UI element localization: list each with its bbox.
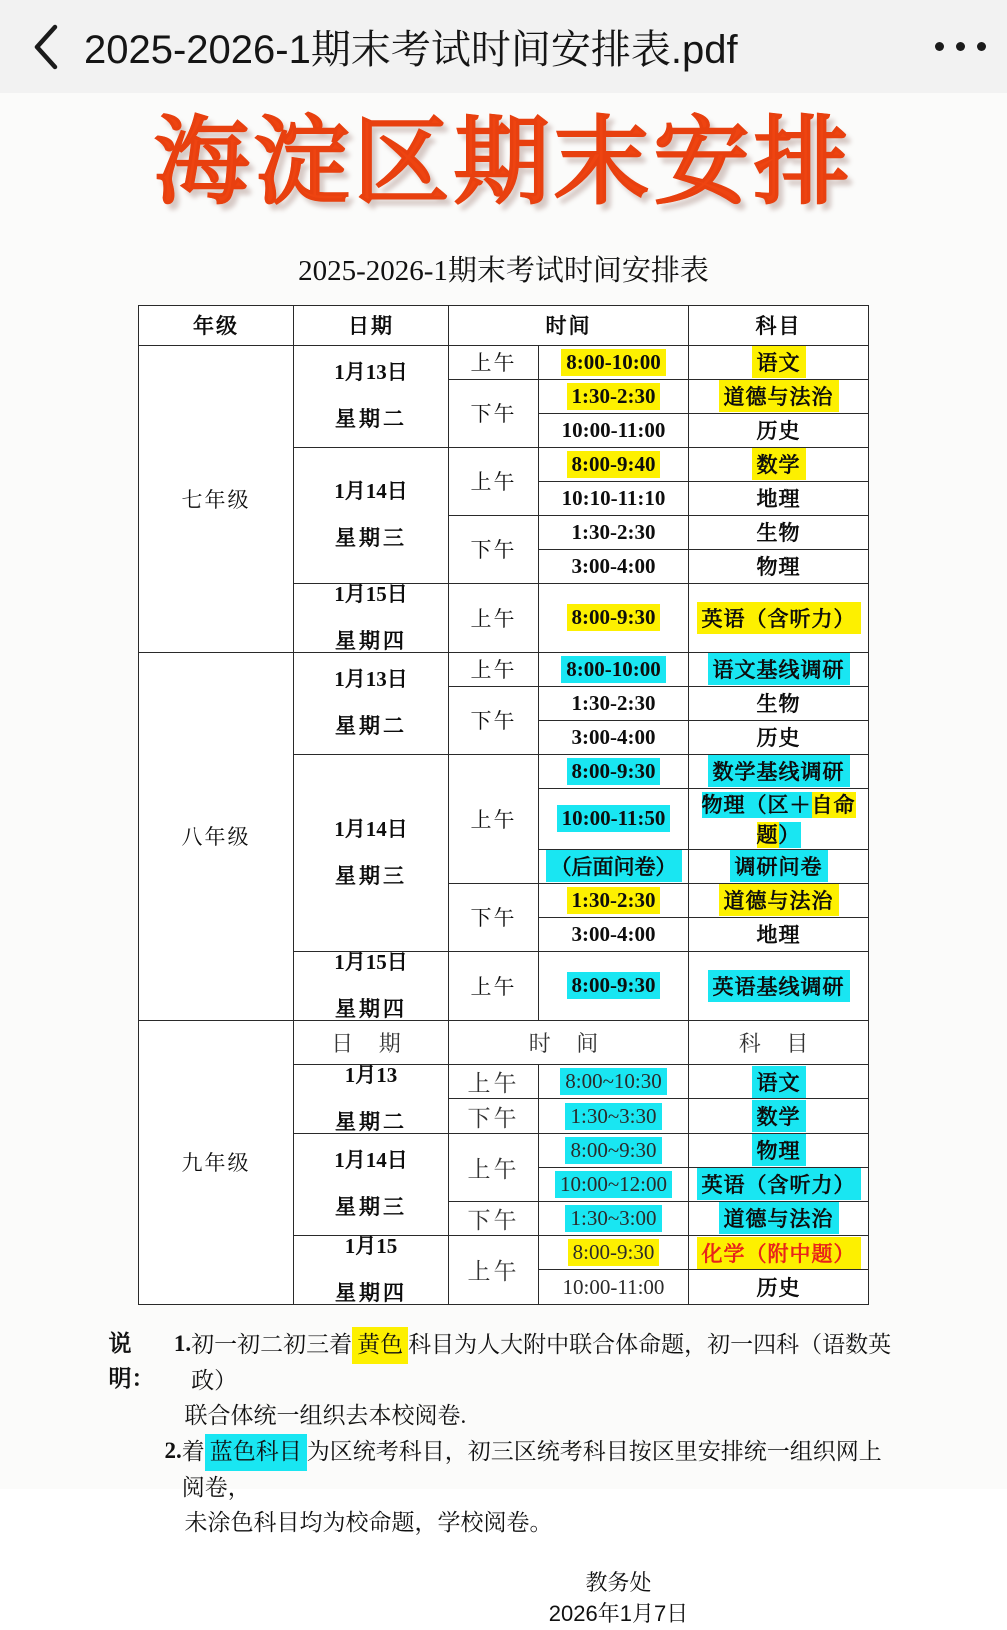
subject-value: 英语基线调研	[708, 970, 850, 1002]
note-2-text	[182, 1434, 899, 1506]
time-cell	[539, 549, 689, 583]
date-weekday: 星期四	[335, 996, 407, 1021]
grade9-subheader-time: 时 间	[449, 1020, 689, 1064]
date-cell	[294, 1133, 449, 1235]
subject-value: 数学基线调研	[708, 755, 850, 787]
subject-value: 语文	[752, 1066, 806, 1098]
subject-cell	[689, 849, 869, 883]
time-cell	[539, 447, 689, 481]
time-value: 8:00~9:30	[565, 1137, 661, 1164]
subject-cell	[689, 481, 869, 515]
subject-value: 数学	[752, 1100, 806, 1132]
time-cell	[539, 652, 689, 686]
time-value: 1:30-2:30	[567, 887, 661, 914]
time-value: 10:00-11:00	[562, 1274, 665, 1299]
subject-cell	[689, 379, 869, 413]
note-1-text	[191, 1327, 898, 1399]
note-1-part-b: 科目为人大附中联合体命题，初一四科（语数英政）	[191, 1331, 892, 1393]
notes-block	[109, 1327, 899, 1541]
time-value: 10:00-11:50	[557, 805, 671, 832]
time-value: 3:00-4:00	[571, 921, 656, 946]
date-cell	[294, 754, 449, 951]
subject-value: 调研问卷	[730, 850, 828, 882]
subject-cell	[689, 788, 869, 849]
date-weekday: 星期二	[335, 407, 407, 432]
header-time: 时间	[449, 305, 689, 345]
time-value: 10:00~12:00	[555, 1171, 672, 1198]
grade-cell: 七年级	[139, 345, 294, 652]
time-cell	[539, 1167, 689, 1201]
note-2-line-2: 未涂色科目均为校命题，学校阅卷。	[184, 1509, 553, 1535]
time-cell	[539, 583, 689, 652]
date-weekday: 星期二	[335, 1109, 407, 1134]
subject-cell	[689, 883, 869, 917]
date-day: 1月14日	[334, 1148, 408, 1173]
table-header-row	[139, 305, 869, 345]
header-subject: 科目	[689, 305, 869, 345]
date-weekday: 星期四	[335, 1280, 407, 1305]
subject-cell	[689, 345, 869, 379]
time-value: 8:00-9:30	[568, 1239, 660, 1266]
period-cell: 下午	[449, 883, 539, 951]
subject-cell	[689, 1064, 869, 1099]
document-banner-title: 海淀区期末安排	[153, 109, 854, 216]
time-cell	[539, 1270, 689, 1305]
subject-cell	[689, 413, 869, 447]
time-value: 1:30~3:00	[565, 1205, 661, 1232]
time-cell	[539, 413, 689, 447]
period-cell: 上午	[449, 951, 539, 1020]
exam-schedule-table	[138, 305, 869, 1305]
more-options-button[interactable]	[921, 17, 1007, 77]
subject-value: 化学（附中题）	[697, 1237, 861, 1269]
subject-value: 历史	[756, 726, 801, 751]
signature-date: 2026年1月7日	[548, 1601, 689, 1627]
note-item-1	[109, 1327, 899, 1399]
date-weekday: 星期二	[335, 714, 407, 739]
signature-department: 教务处	[585, 1569, 652, 1595]
time-value: 1:30-2:30	[567, 383, 661, 410]
grade-cell: 九年级	[139, 1020, 294, 1304]
table-row	[139, 652, 869, 686]
date-cell	[294, 583, 449, 652]
note-2-part-a: 着	[181, 1438, 205, 1464]
date-day: 1月15	[344, 1233, 398, 1258]
date-cell	[294, 1064, 449, 1133]
subject-cell	[689, 1099, 869, 1134]
grade9-subheader-row	[139, 1020, 869, 1064]
time-cell	[539, 754, 689, 788]
time-cell	[539, 788, 689, 849]
subject-cell	[689, 583, 869, 652]
more-horizontal-icon	[935, 42, 998, 51]
period-cell: 上午	[449, 1235, 539, 1304]
time-value: 8:00-9:30	[567, 604, 661, 631]
time-value: 8:00-9:30	[567, 758, 661, 785]
period-cell: 上午	[449, 1064, 539, 1099]
time-cell	[539, 1064, 689, 1099]
period-cell: 上午	[449, 1133, 539, 1201]
grade9-subheader-subject: 科 目	[689, 1020, 869, 1064]
note-2-highlight-cyan: 蓝色科目	[205, 1434, 307, 1471]
subject-cell	[689, 917, 869, 951]
table-body	[139, 345, 869, 1304]
time-cell	[539, 515, 689, 549]
date-cell	[294, 951, 449, 1020]
time-value: 8:00-9:30	[567, 972, 661, 999]
subject-cell	[689, 1235, 869, 1270]
date-cell	[294, 652, 449, 754]
subject-cell	[689, 447, 869, 481]
subject-cell	[689, 951, 869, 1020]
chevron-left-icon	[29, 21, 63, 73]
time-cell	[539, 951, 689, 1020]
period-cell: 下午	[449, 379, 539, 447]
date-weekday: 星期三	[335, 863, 407, 888]
grade9-subheader-date: 日 期	[294, 1020, 449, 1064]
note-item-2	[109, 1434, 899, 1506]
time-value: 1:30~3:30	[565, 1103, 661, 1130]
time-cell	[539, 345, 689, 379]
subject-cell	[689, 720, 869, 754]
subject-value: 地理	[756, 487, 801, 512]
document-subtitle: 2025-2026-1期末考试时间安排表	[298, 254, 709, 287]
time-cell	[539, 1235, 689, 1270]
notes-label: 说明：	[108, 1330, 155, 1391]
date-day: 1月14日	[334, 479, 408, 504]
page-title: 2025-2026-1期末考试时间安排表.pdf	[84, 28, 738, 72]
subject-cell	[689, 515, 869, 549]
app-bar	[0, 0, 1007, 93]
time-cell	[539, 1201, 689, 1235]
time-value: （后面问卷）	[546, 850, 682, 882]
date-day: 1月13	[344, 1062, 398, 1087]
subject-value: 语文基线调研	[708, 653, 850, 685]
subject-cell	[689, 1133, 869, 1167]
subject-value: 物理	[756, 555, 801, 580]
time-value: 10:00-11:00	[561, 417, 666, 442]
subject-value: 道德与法治	[719, 884, 839, 916]
period-cell: 上午	[449, 583, 539, 652]
time-cell	[539, 1099, 689, 1134]
time-value: 10:10-11:10	[561, 485, 666, 510]
time-value: 8:00-9:40	[567, 451, 661, 478]
time-cell	[539, 481, 689, 515]
date-day: 1月15日	[334, 581, 408, 606]
subject-cell	[689, 652, 869, 686]
date-cell	[294, 1235, 449, 1304]
time-cell	[539, 379, 689, 413]
subject-value: 物理（区＋自命题）	[701, 792, 856, 847]
subject-value: 英语（含听力）	[697, 602, 861, 634]
note-1-part-a: 初一初二初三着	[191, 1331, 353, 1357]
time-value: 8:00~10:30	[560, 1068, 667, 1095]
time-value: 8:00-10:00	[561, 656, 665, 683]
subject-cell	[689, 686, 869, 720]
period-cell: 下午	[449, 686, 539, 754]
grade-cell: 八年级	[139, 652, 294, 1020]
period-cell: 上午	[449, 447, 539, 515]
time-cell	[539, 883, 689, 917]
header-date: 日期	[294, 305, 449, 345]
time-value: 3:00-4:00	[571, 724, 656, 749]
time-cell	[539, 1133, 689, 1167]
subject-value: 英语（含听力）	[697, 1168, 861, 1200]
subject-value: 历史	[756, 1276, 801, 1301]
time-value: 8:00-10:00	[561, 349, 665, 376]
date-weekday: 星期四	[335, 628, 407, 653]
subject-value: 历史	[756, 419, 801, 444]
period-cell: 下午	[449, 515, 539, 583]
period-cell: 上午	[449, 345, 539, 379]
time-cell	[539, 686, 689, 720]
table-row	[139, 345, 869, 379]
note-2-part-b: 为区统考科目，初三区统考科目按区里安排统一组织网上阅卷，	[181, 1438, 882, 1500]
subject-value: 道德与法治	[719, 1202, 839, 1234]
subject-value: 生物	[756, 521, 801, 546]
date-day: 1月14日	[334, 816, 408, 841]
subject-cell	[689, 1201, 869, 1235]
note-1-number: 1.	[173, 1330, 192, 1356]
time-cell	[539, 917, 689, 951]
subject-cell	[689, 754, 869, 788]
time-cell	[539, 720, 689, 754]
date-cell	[294, 447, 449, 583]
date-day: 1月13日	[334, 667, 408, 692]
note-1-highlight-yellow: 黄色	[352, 1327, 408, 1364]
period-cell: 上午	[449, 652, 539, 686]
date-weekday: 星期三	[335, 526, 407, 551]
period-cell: 上午	[449, 754, 539, 883]
subject-value: 地理	[756, 923, 801, 948]
date-weekday: 星期三	[335, 1195, 407, 1220]
subject-value: 道德与法治	[719, 380, 839, 412]
header-grade: 年级	[139, 305, 294, 345]
note-2-number: 2.	[164, 1437, 182, 1463]
subject-value: 物理	[752, 1134, 806, 1166]
date-day: 1月13日	[334, 360, 408, 385]
time-cell	[539, 849, 689, 883]
period-cell: 下午	[449, 1099, 539, 1134]
date-day: 1月15日	[334, 949, 408, 974]
pdf-document-view	[0, 93, 1007, 1627]
subject-cell	[689, 1167, 869, 1201]
period-cell: 下午	[449, 1201, 539, 1235]
date-cell	[294, 345, 449, 447]
subject-cell	[689, 1270, 869, 1305]
signature-block	[109, 1567, 899, 1630]
time-value: 1:30-2:30	[571, 690, 656, 715]
time-value: 1:30-2:30	[571, 519, 656, 544]
note-1-line-2: 联合体统一组织去本校阅卷.	[184, 1402, 467, 1428]
subject-cell	[689, 549, 869, 583]
subject-value: 数学	[752, 448, 806, 480]
time-value: 3:00-4:00	[571, 553, 656, 578]
back-button[interactable]	[18, 19, 74, 75]
subject-value: 语文	[752, 346, 806, 378]
subject-value: 生物	[756, 692, 801, 717]
